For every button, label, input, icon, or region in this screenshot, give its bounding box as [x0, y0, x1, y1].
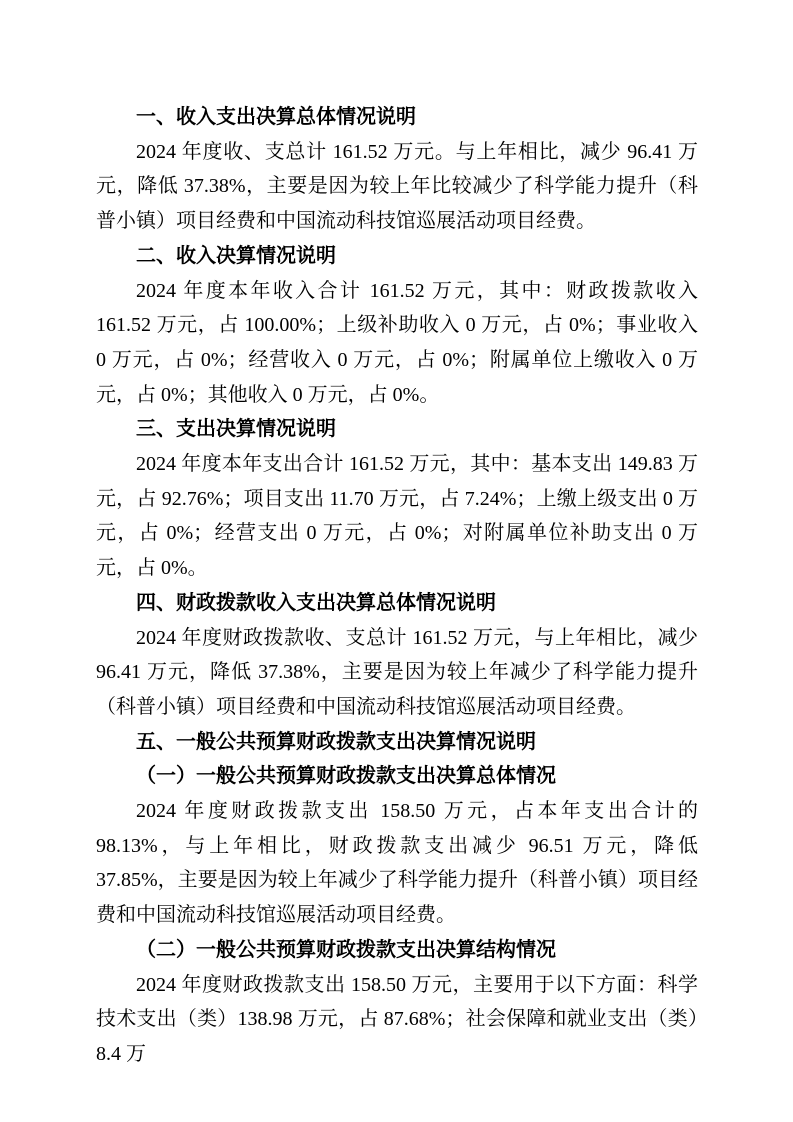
section-heading: （二）一般公共预算财政拨款支出决算结构情况 — [136, 938, 556, 961]
section — [96, 239, 698, 413]
section-heading: （一）一般公共预算财政拨款支出决算总体情况 — [136, 765, 556, 788]
paragraph: 2024 年度收、支总计 161.52 万元。与上年相比，减少 96.41 万元，降低 37.38%，主要是因为较上年比较减少了科学能力提升（科普小镇）项目经费和中国流动科技馆巡展活动项目经费。 — [96, 140, 698, 233]
document-body — [96, 100, 698, 1072]
section — [96, 759, 698, 933]
section — [96, 412, 698, 586]
section-heading: 五、一般公共预算财政拨款支出决算情况说明 — [136, 730, 536, 753]
section-heading: 二、收入决算情况说明 — [136, 244, 336, 267]
paragraph: 2024 年度财政拨款支出 158.50 万元，主要用于以下方面：科学技术支出（类）138.98 万元，占 87.68%；社会保障和就业支出（类）8.4 万 — [96, 973, 698, 1065]
section — [96, 100, 698, 239]
section-heading: 三、支出决算情况说明 — [136, 418, 336, 441]
section-heading: 四、财政拨款收入支出决算总体情况说明 — [136, 591, 496, 614]
section-heading: 一、收入支出决算总体情况说明 — [136, 106, 416, 128]
paragraph: 2024 年度本年支出合计 161.52 万元，其中：基本支出 149.83 万元，占 92.76%；项目支出 11.70 万元，占 7.24%；上缴上级支出 0 万元，占 0%；经营支出 0 万元，占 0%；对附属单位补助支出 0 万元，占 0%。 — [96, 453, 698, 580]
paragraph: 2024 年度财政拨款支出 158.50 万元，占本年支出合计的 98.13%，与上年相比，财政拨款支出减少 96.51 万元，降低 37.85%，主要是因为较上年减少了科学能力提升（科普小镇）项目经费和中国流动科技馆巡展活动项目经费。 — [96, 800, 698, 927]
section — [96, 725, 698, 760]
section — [96, 586, 698, 725]
section — [96, 933, 698, 1072]
paragraph: 2024 年度财政拨款收、支总计 161.52 万元，与上年相比，减少 96.41 万元，降低 37.38%，主要是因为较上年减少了科学能力提升（科普小镇）项目经费和中国流动科技馆巡展活动项目经费。 — [96, 626, 698, 718]
paragraph: 2024 年度本年收入合计 161.52 万元，其中：财政拨款收入 161.52 万元，占 100.00%；上级补助收入 0 万元，占 0%；事业收入 0 万元，占 0%；经营收入 0 万元，占 0%；附属单位上缴收入 0 万元，占 0%；其他收入 0 万元，占 0%。 — [96, 279, 698, 406]
